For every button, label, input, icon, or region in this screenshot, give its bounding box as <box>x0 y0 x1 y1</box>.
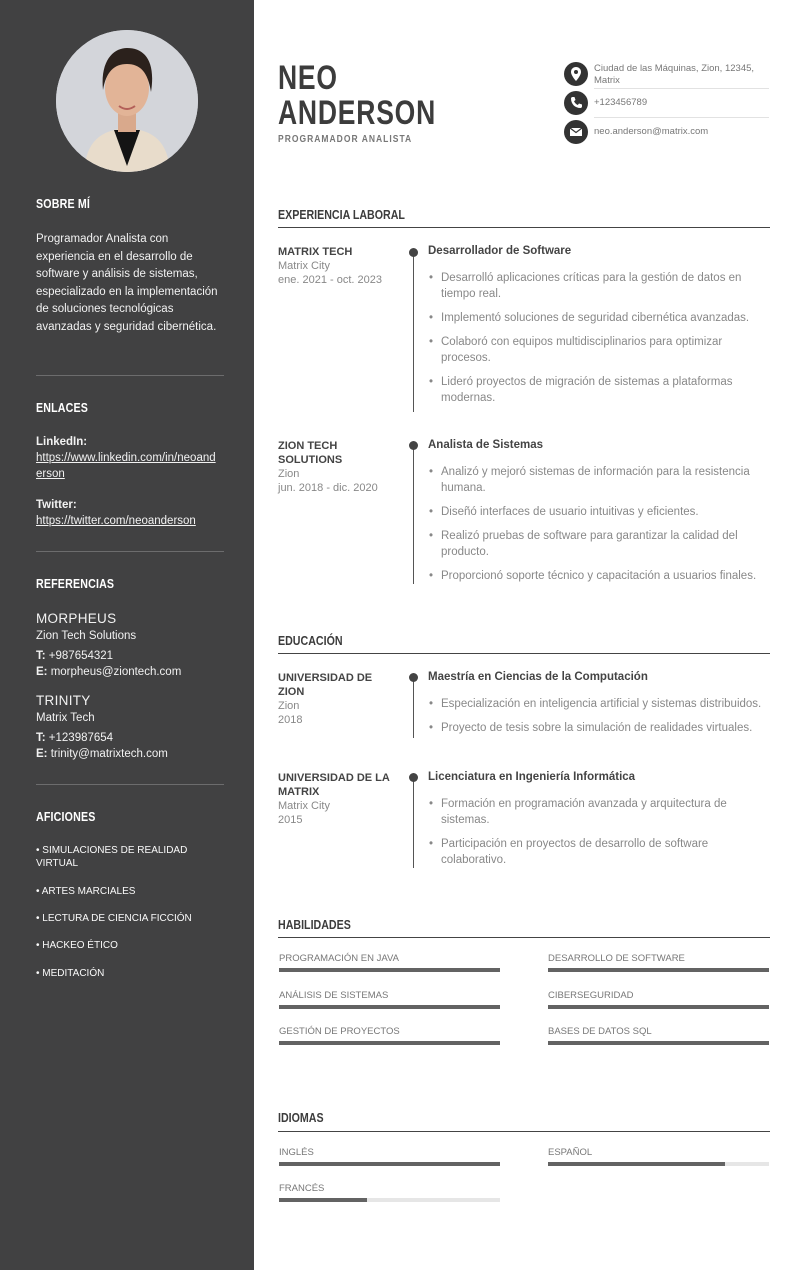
reference-email: E: morpheus@ziontech.com <box>36 666 182 678</box>
skill-bar <box>548 1041 769 1045</box>
linkedin-label: LinkedIn: <box>36 436 88 448</box>
company-name: ZION TECH SOLUTIONS <box>278 440 343 466</box>
skill-name: BASES DE DATOS SQL <box>548 1026 652 1037</box>
language-bar <box>548 1162 769 1166</box>
school-name: UNIVERSIDAD DE LA MATRIX <box>278 772 390 798</box>
language-bar-fill <box>279 1198 367 1202</box>
skill-name: PROGRAMACIÓN EN JAVA <box>279 953 399 964</box>
skill-bar-fill <box>279 1041 500 1045</box>
experience-org <box>278 439 396 495</box>
last-name: ANDERSON <box>278 94 437 132</box>
education-org <box>278 671 396 727</box>
timeline-dot <box>409 773 418 782</box>
language-name: ESPAÑOL <box>548 1147 593 1158</box>
link-linkedin <box>36 434 224 482</box>
school-year: 2018 <box>278 714 303 726</box>
timeline-dot <box>409 248 418 257</box>
company-location: Matrix City <box>278 260 330 272</box>
hobby-item: • LECTURA DE CIENCIA FICCIÓN <box>36 913 192 924</box>
timeline-dot <box>409 673 418 682</box>
skills-title: HABILIDADES <box>278 917 351 932</box>
reference-email: E: trinity@matrixtech.com <box>36 748 168 760</box>
job-bullets <box>428 270 770 414</box>
degree-title: Maestría en Ciencias de la Computación <box>428 671 648 683</box>
list-item: • Desarrolló aplicaciones críticas para la gestión de datos en tiempo real. <box>428 270 770 302</box>
skill-bar <box>279 968 500 972</box>
list-item: • Participación en proyectos de desarrollo de software colaborativo. <box>428 836 770 868</box>
skill-bar <box>279 1041 500 1045</box>
reference-name: MORPHEUS <box>36 611 117 626</box>
reference-item <box>36 610 224 680</box>
degree-bullets <box>428 696 770 744</box>
skill-item <box>548 990 769 1009</box>
language-bar-fill <box>548 1162 725 1166</box>
degree-bullets <box>428 796 770 876</box>
job-position: Desarrollador de Software <box>428 245 572 257</box>
divider <box>36 784 224 785</box>
hobbies-title: AFICIONES <box>36 809 96 824</box>
list-item: • Especialización en inteligencia artificial y sistemas distribuidos. <box>428 696 770 712</box>
about-title: SOBRE MÍ <box>36 196 91 211</box>
links-title: ENLACES <box>36 400 89 415</box>
skill-bar-fill <box>548 1005 769 1009</box>
school-year: 2015 <box>278 814 303 826</box>
skill-item <box>279 1026 500 1045</box>
address-text: Ciudad de las Máquinas, Zion, 12345, Matrix <box>594 63 755 86</box>
profile-photo <box>56 30 198 172</box>
reference-item <box>36 692 224 762</box>
list-item: • Proyecto de tesis sobre la simulación de realidades virtuales. <box>428 720 770 736</box>
languages-title: IDIOMAS <box>278 1110 324 1125</box>
sidebar <box>0 0 254 1270</box>
about-text: Programador Analista con experiencia en el desarrollo de software y análisis de sistemas, especializado en la implementación de soluciones tecnológicas avanzadas y seguridad cibernética. <box>36 233 218 333</box>
email-text[interactable]: neo.anderson@matrix.com <box>594 126 709 137</box>
divider <box>594 88 769 89</box>
skill-bar <box>548 968 769 972</box>
hobby-item: • MEDITACIÓN <box>36 968 105 979</box>
skill-name: CIBERSEGURIDAD <box>548 990 634 1001</box>
skill-item <box>279 990 500 1009</box>
job-role: PROGRAMADOR ANALISTA <box>278 134 413 145</box>
language-item <box>279 1147 500 1166</box>
portrait-image <box>56 30 198 172</box>
timeline-dot <box>409 441 418 450</box>
experience-title: EXPERIENCIA LABORAL <box>278 207 405 222</box>
phone-icon <box>564 91 588 115</box>
divider <box>594 117 769 118</box>
education-title: EDUCACIÓN <box>278 633 343 648</box>
skill-bar <box>548 1005 769 1009</box>
list-item: • Diseñó interfaces de usuario intuitivas y eficientes. <box>428 504 770 520</box>
job-dates: ene. 2021 - oct. 2023 <box>278 274 382 286</box>
list-item: • Colaboró con equipos multidisciplinarios para optimizar procesos. <box>428 334 770 366</box>
education-org <box>278 771 396 827</box>
school-location: Matrix City <box>278 800 330 812</box>
hobby-item: • HACKEO ÉTICO <box>36 940 118 951</box>
list-item: • Analizó y mejoró sistemas de información para la resistencia humana. <box>428 464 770 496</box>
skill-item <box>279 953 500 972</box>
section-rule <box>278 937 770 938</box>
company-location: Zion <box>278 468 300 480</box>
skill-item <box>548 1026 769 1045</box>
hobby-item: • ARTES MARCIALES <box>36 886 136 897</box>
skill-name: GESTIÓN DE PROYECTOS <box>279 1026 400 1037</box>
divider <box>36 551 224 552</box>
reference-phone: T: +123987654 <box>36 732 114 744</box>
degree-title: Licenciatura en Ingeniería Informática <box>428 771 636 783</box>
list-item: • Proporcionó soporte técnico y capacitación a usuarios finales. <box>428 568 770 584</box>
twitter-url[interactable]: https://twitter.com/neoanderson <box>36 515 196 527</box>
timeline-line <box>413 252 414 412</box>
skill-name: ANÁLISIS DE SISTEMAS <box>279 990 389 1001</box>
experience-org <box>278 245 396 287</box>
language-bar <box>279 1198 500 1202</box>
list-item: • Formación en programación avanzada y arquitectura de sistemas. <box>428 796 770 828</box>
twitter-label: Twitter: <box>36 499 77 511</box>
section-rule <box>278 653 770 654</box>
section-rule <box>278 1131 770 1132</box>
references-title: REFERENCIAS <box>36 576 115 591</box>
first-name: NEO <box>278 59 338 97</box>
language-name: FRANCÉS <box>279 1183 325 1194</box>
job-position: Analista de Sistemas <box>428 439 544 451</box>
skill-bar-fill <box>279 968 500 972</box>
company-name: MATRIX TECH <box>278 246 353 258</box>
list-item: • Realizó pruebas de software para garantizar la calidad del producto. <box>428 528 770 560</box>
skill-bar-fill <box>279 1005 500 1009</box>
language-bar-fill <box>279 1162 500 1166</box>
timeline-line <box>413 778 414 868</box>
job-bullets <box>428 464 770 592</box>
language-bar <box>279 1162 500 1166</box>
timeline-line <box>413 446 414 584</box>
skill-bar-fill <box>548 1041 769 1045</box>
reference-name: TRINITY <box>36 693 91 708</box>
email-icon <box>564 120 588 144</box>
language-item <box>548 1147 769 1166</box>
section-rule <box>278 227 770 228</box>
list-item: • Implementó soluciones de seguridad cibernética avanzadas. <box>428 310 770 326</box>
link-twitter <box>36 497 224 529</box>
language-name: INGLÉS <box>279 1147 314 1158</box>
list-item: • Lideró proyectos de migración de sistemas a plataformas modernas. <box>428 374 770 406</box>
job-dates: jun. 2018 - dic. 2020 <box>278 482 378 494</box>
skill-name: DESARROLLO DE SOFTWARE <box>548 953 685 964</box>
skill-bar-fill <box>548 968 769 972</box>
school-location: Zion <box>278 700 300 712</box>
language-item <box>279 1183 500 1202</box>
hobby-item: • SIMULACIONES DE REALIDAD VIRTUAL <box>36 845 188 869</box>
timeline-line <box>413 678 414 738</box>
location-icon <box>564 62 588 86</box>
skill-item <box>548 953 769 972</box>
skill-bar <box>279 1005 500 1009</box>
reference-company: Matrix Tech <box>36 712 95 724</box>
linkedin-url[interactable]: https://www.linkedin.com/in/neoanderson <box>36 452 216 480</box>
school-name: UNIVERSIDAD DE ZION <box>278 672 373 698</box>
reference-phone: T: +987654321 <box>36 650 114 662</box>
phone-text: +123456789 <box>594 97 648 108</box>
divider <box>36 375 224 376</box>
reference-company: Zion Tech Solutions <box>36 630 137 642</box>
